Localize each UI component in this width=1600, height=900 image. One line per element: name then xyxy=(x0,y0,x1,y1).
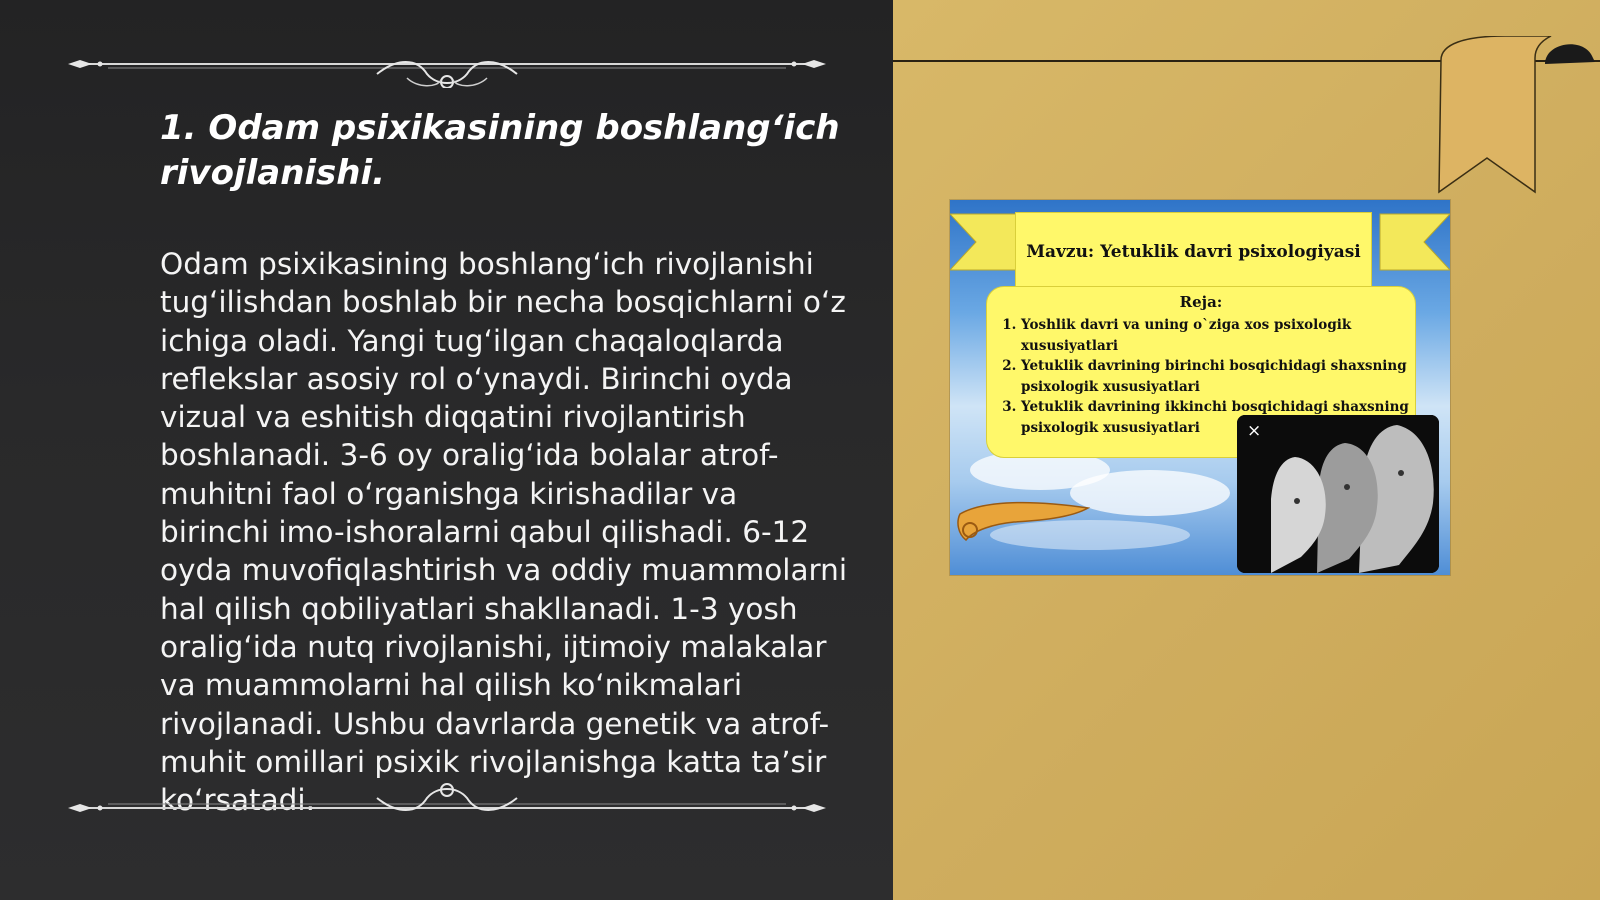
slide-topic-banner xyxy=(1015,212,1372,292)
embedded-slide-image xyxy=(950,200,1450,575)
scroll-ornament-icon xyxy=(954,490,1094,550)
plan-item: 2. Yetuklik davrining birinchi bosqichidagi shaxsning psixologik xususiyatlari xyxy=(1021,356,1416,397)
faces-photo-image xyxy=(1237,415,1439,573)
video-popup[interactable] xyxy=(1237,415,1439,573)
plan-item: 3. Yetuklik davrining ikkinchi bosqichidagi shaxsning psixologik xususiyatlari xyxy=(1021,397,1416,438)
slide-topic-text: Mavzu: Yetuklik davri psixologiyasi xyxy=(1026,242,1361,262)
slide-body-text: Odam psixikasining boshlang‘ich rivojlanishi tug‘ilishdan boshlab bir necha bosqichlarni o‘z ichiga oladi. Yangi tug‘ilgan chaqaloqlarda reflekslar asosiy rol o‘ynaydi. Birinchi oyda vizual va eshitish diqqatini rivojlantirish boshlanadi. 3-6 oy oralig‘ida bolalar atrof-muhitni faol o‘rganishga kirishadilar va birinchi imo-ishoralarni qabul qilishadi. 6-12 oyda muvofiqlashtirish va oddiy muammolarni hal qilish qobiliyatlari shakllanadi. 1-3 yosh oralig‘ida nutq rivojlanishi, ijtimoiy malakalar va muammolarni hal qilish ko‘nikmalari rivojlanadi. Ushbu davrlarda genetik va atrof-muhit omillari psixik rivojlanishga katta ta’sir ko‘rsatadi. xyxy=(160,247,848,818)
slide-plan-heading: Reja: xyxy=(1179,293,1223,311)
close-icon[interactable]: × xyxy=(1247,421,1262,441)
plan-item: 1. Yoshlik davri va uning o`ziga xos psixologik xususiyatlari xyxy=(1021,315,1416,356)
banner-ribbon-right-icon xyxy=(1360,206,1450,278)
ornamental-divider-bottom xyxy=(68,778,826,818)
slide-title: 1. Odam psixikasining boshlang‘ich rivojlanishi. xyxy=(160,108,840,193)
ornamental-divider-top xyxy=(68,48,826,88)
bookmark-ribbon-icon xyxy=(1435,36,1600,196)
